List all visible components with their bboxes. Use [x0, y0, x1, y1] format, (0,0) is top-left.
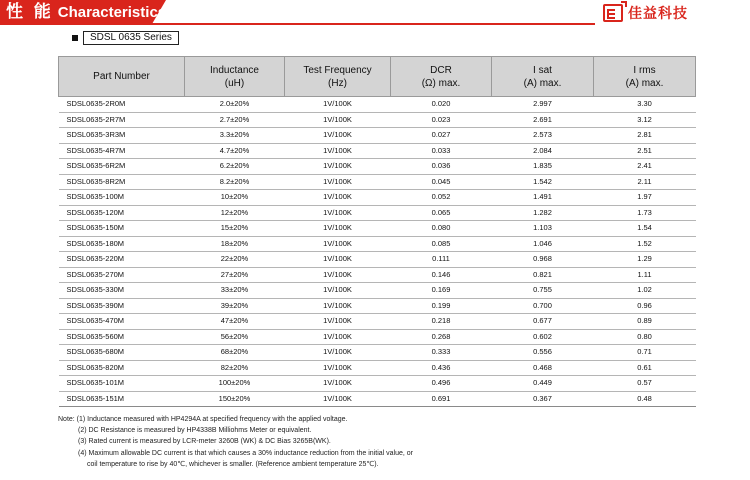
cell-part-number: SDSL0635-101M — [59, 376, 185, 392]
cell-isat: 0.602 — [492, 329, 594, 345]
cell-isat: 0.677 — [492, 314, 594, 330]
cell-part-number: SDSL0635-2R7M — [59, 112, 185, 128]
series-name: SDSL 0635 Series — [83, 31, 179, 45]
table-row — [59, 174, 696, 190]
cell-dcr: 0.065 — [391, 205, 492, 221]
header-isat: I sat (A) max. — [492, 57, 594, 97]
cell-test-frequency: 1V/100K — [285, 298, 391, 314]
brand — [603, 3, 688, 23]
square-bullet-icon — [72, 35, 78, 41]
cell-part-number: SDSL0635-2R0M — [59, 97, 185, 113]
cell-dcr: 0.036 — [391, 159, 492, 175]
cell-test-frequency: 1V/100K — [285, 221, 391, 237]
cell-isat: 0.755 — [492, 283, 594, 299]
cell-dcr: 0.080 — [391, 221, 492, 237]
note-1: Note: (1) Inductance measured with HP4294A at specified frequency with the applied voltage. — [58, 416, 348, 423]
cell-inductance: 2.0±20% — [185, 97, 285, 113]
cell-inductance: 10±20% — [185, 190, 285, 206]
cell-dcr: 0.436 — [391, 360, 492, 376]
cell-irms: 1.54 — [594, 221, 696, 237]
cell-test-frequency: 1V/100K — [285, 128, 391, 144]
cell-part-number: SDSL0635-820M — [59, 360, 185, 376]
cell-part-number: SDSL0635-150M — [59, 221, 185, 237]
characteristics-table — [58, 56, 696, 407]
cell-test-frequency: 1V/100K — [285, 391, 391, 407]
brand-logo-icon — [603, 4, 623, 22]
table-row — [59, 221, 696, 237]
section-title-en: Characteristics — [57, 4, 167, 21]
cell-dcr: 0.169 — [391, 283, 492, 299]
table-body — [59, 97, 696, 407]
header-part-number: Part Number — [59, 57, 185, 97]
cell-test-frequency: 1V/100K — [285, 345, 391, 361]
cell-irms: 0.57 — [594, 376, 696, 392]
table-row — [59, 159, 696, 175]
cell-dcr: 0.111 — [391, 252, 492, 268]
cell-test-frequency: 1V/100K — [285, 143, 391, 159]
cell-irms: 1.29 — [594, 252, 696, 268]
cell-inductance: 8.2±20% — [185, 174, 285, 190]
cell-isat: 1.282 — [492, 205, 594, 221]
cell-test-frequency: 1V/100K — [285, 112, 391, 128]
table-row — [59, 205, 696, 221]
cell-inductance: 3.3±20% — [185, 128, 285, 144]
cell-part-number: SDSL0635-3R3M — [59, 128, 185, 144]
cell-test-frequency: 1V/100K — [285, 314, 391, 330]
cell-test-frequency: 1V/100K — [285, 236, 391, 252]
cell-irms: 3.12 — [594, 112, 696, 128]
cell-inductance: 27±20% — [185, 267, 285, 283]
cell-test-frequency: 1V/100K — [285, 159, 391, 175]
table-row — [59, 345, 696, 361]
cell-inductance: 6.2±20% — [185, 159, 285, 175]
section-header — [0, 0, 750, 26]
table-row — [59, 329, 696, 345]
cell-part-number: SDSL0635-6R2M — [59, 159, 185, 175]
cell-test-frequency: 1V/100K — [285, 252, 391, 268]
cell-irms: 2.51 — [594, 143, 696, 159]
cell-part-number: SDSL0635-390M — [59, 298, 185, 314]
cell-irms: 0.89 — [594, 314, 696, 330]
cell-test-frequency: 1V/100K — [285, 360, 391, 376]
cell-test-frequency: 1V/100K — [285, 205, 391, 221]
table-row — [59, 314, 696, 330]
header-dcr: DCR (Ω) max. — [391, 57, 492, 97]
cell-inductance: 47±20% — [185, 314, 285, 330]
cell-inductance: 33±20% — [185, 283, 285, 299]
cell-inductance: 39±20% — [185, 298, 285, 314]
cell-test-frequency: 1V/100K — [285, 329, 391, 345]
cell-inductance: 12±20% — [185, 205, 285, 221]
section-title — [6, 2, 166, 23]
cell-part-number: SDSL0635-151M — [59, 391, 185, 407]
cell-dcr: 0.023 — [391, 112, 492, 128]
cell-part-number: SDSL0635-180M — [59, 236, 185, 252]
cell-irms: 0.48 — [594, 391, 696, 407]
cell-isat: 1.491 — [492, 190, 594, 206]
table-row — [59, 252, 696, 268]
table-row — [59, 128, 696, 144]
cell-isat: 1.835 — [492, 159, 594, 175]
cell-test-frequency: 1V/100K — [285, 376, 391, 392]
cell-test-frequency: 1V/100K — [285, 174, 391, 190]
note-3: (3) Rated current is measured by LCR-meter 3260B (WK) & DC Bias 3265B(WK). — [78, 438, 331, 446]
cell-dcr: 0.027 — [391, 128, 492, 144]
cell-isat: 0.367 — [492, 391, 594, 407]
cell-part-number: SDSL0635-4R7M — [59, 143, 185, 159]
cell-dcr: 0.333 — [391, 345, 492, 361]
cell-irms: 2.11 — [594, 174, 696, 190]
cell-test-frequency: 1V/100K — [285, 267, 391, 283]
cell-inductance: 150±20% — [185, 391, 285, 407]
cell-isat: 2.573 — [492, 128, 594, 144]
cell-test-frequency: 1V/100K — [285, 97, 391, 113]
section-title-cn: 性 能 — [6, 2, 54, 21]
cell-dcr: 0.691 — [391, 391, 492, 407]
table-row — [59, 143, 696, 159]
cell-dcr: 0.268 — [391, 329, 492, 345]
cell-irms: 0.71 — [594, 345, 696, 361]
cell-isat: 2.691 — [492, 112, 594, 128]
cell-test-frequency: 1V/100K — [285, 283, 391, 299]
table-row — [59, 283, 696, 299]
table-row — [59, 391, 696, 407]
cell-isat: 0.556 — [492, 345, 594, 361]
notes — [58, 414, 738, 470]
cell-inductance: 2.7±20% — [185, 112, 285, 128]
table-row — [59, 376, 696, 392]
cell-inductance: 68±20% — [185, 345, 285, 361]
cell-irms: 3.30 — [594, 97, 696, 113]
header-test-frequency: Test Frequency (Hz) — [285, 57, 391, 97]
cell-test-frequency: 1V/100K — [285, 190, 391, 206]
cell-irms: 1.11 — [594, 267, 696, 283]
cell-inductance: 56±20% — [185, 329, 285, 345]
cell-part-number: SDSL0635-470M — [59, 314, 185, 330]
cell-irms: 0.80 — [594, 329, 696, 345]
cell-isat: 2.997 — [492, 97, 594, 113]
cell-dcr: 0.199 — [391, 298, 492, 314]
cell-irms: 1.97 — [594, 190, 696, 206]
cell-inductance: 15±20% — [185, 221, 285, 237]
table-row — [59, 190, 696, 206]
header-irms: I rms (A) max. — [594, 57, 696, 97]
cell-part-number: SDSL0635-680M — [59, 345, 185, 361]
cell-part-number: SDSL0635-560M — [59, 329, 185, 345]
cell-isat: 0.821 — [492, 267, 594, 283]
cell-dcr: 0.085 — [391, 236, 492, 252]
cell-dcr: 0.146 — [391, 267, 492, 283]
table-row — [59, 298, 696, 314]
cell-isat: 2.084 — [492, 143, 594, 159]
note-4: (4) Maximum allowable DC current is that which causes a 30% inductance reduction from the initial value, or — [78, 449, 413, 457]
cell-isat: 0.468 — [492, 360, 594, 376]
table-row — [59, 360, 696, 376]
table-row — [59, 97, 696, 113]
cell-isat: 0.449 — [492, 376, 594, 392]
cell-dcr: 0.218 — [391, 314, 492, 330]
cell-isat: 1.542 — [492, 174, 594, 190]
cell-irms: 0.61 — [594, 360, 696, 376]
cell-irms: 1.52 — [594, 236, 696, 252]
table-row — [59, 112, 696, 128]
cell-isat: 1.103 — [492, 221, 594, 237]
note-2: (2) DC Resistance is measured by HP4338B Milliohms Meter or equivalent. — [78, 427, 312, 435]
cell-inductance: 82±20% — [185, 360, 285, 376]
cell-irms: 1.02 — [594, 283, 696, 299]
cell-inductance: 22±20% — [185, 252, 285, 268]
table-row — [59, 267, 696, 283]
cell-inductance: 18±20% — [185, 236, 285, 252]
series-label — [72, 31, 179, 45]
cell-inductance: 4.7±20% — [185, 143, 285, 159]
cell-part-number: SDSL0635-270M — [59, 267, 185, 283]
header-inductance: Inductance (uH) — [185, 57, 285, 97]
cell-dcr: 0.052 — [391, 190, 492, 206]
cell-dcr: 0.033 — [391, 143, 492, 159]
cell-isat: 1.046 — [492, 236, 594, 252]
cell-dcr: 0.496 — [391, 376, 492, 392]
cell-dcr: 0.045 — [391, 174, 492, 190]
cell-irms: 0.96 — [594, 298, 696, 314]
header-rule — [0, 23, 595, 25]
cell-part-number: SDSL0635-220M — [59, 252, 185, 268]
cell-part-number: SDSL0635-330M — [59, 283, 185, 299]
cell-part-number: SDSL0635-8R2M — [59, 174, 185, 190]
cell-isat: 0.700 — [492, 298, 594, 314]
cell-irms: 1.73 — [594, 205, 696, 221]
note-4-continued: coil temperature to rise by 40℃, whichever is smaller. (Reference ambient temperature 25℃). — [87, 460, 379, 468]
cell-irms: 2.41 — [594, 159, 696, 175]
cell-part-number: SDSL0635-120M — [59, 205, 185, 221]
cell-inductance: 100±20% — [185, 376, 285, 392]
cell-part-number: SDSL0635-100M — [59, 190, 185, 206]
cell-isat: 0.968 — [492, 252, 594, 268]
cell-irms: 2.81 — [594, 128, 696, 144]
brand-name: 佳益科技 — [628, 6, 688, 22]
cell-dcr: 0.020 — [391, 97, 492, 113]
table-header-row — [59, 57, 696, 97]
table-row — [59, 236, 696, 252]
